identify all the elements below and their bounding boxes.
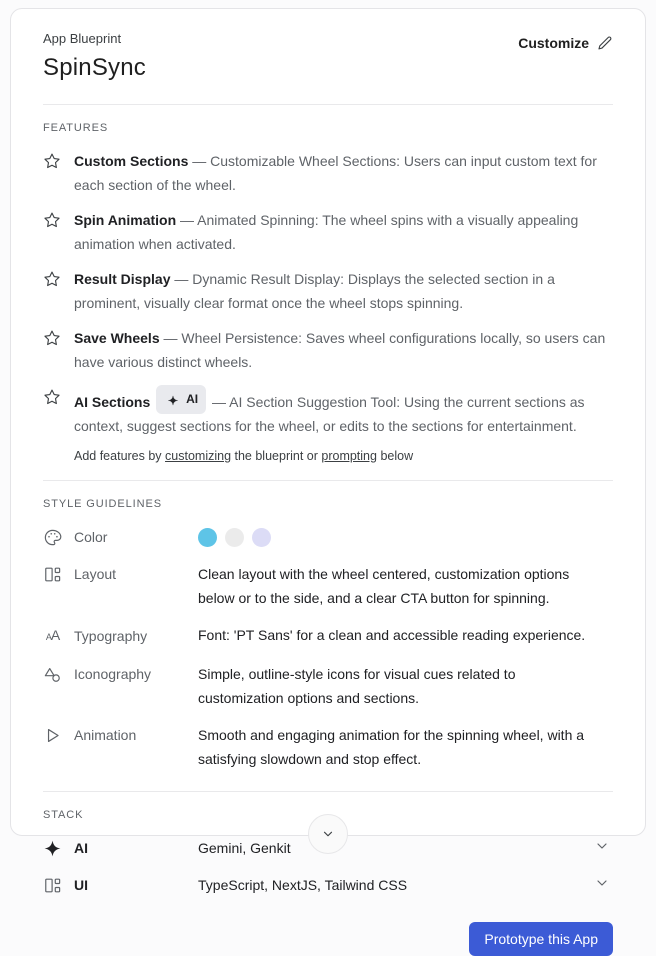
typography-label: Typography bbox=[74, 628, 148, 644]
feature-description: — AI Section Suggestion Tool: Using the current sections as context, suggest sections for the wheel, or edits to the sections for entertainment. bbox=[74, 394, 585, 434]
palette-icon bbox=[43, 528, 62, 547]
sparkle-icon bbox=[43, 839, 62, 858]
chevron-down-icon bbox=[594, 838, 610, 854]
ai-badge bbox=[156, 385, 206, 414]
stack-ai-value: Gemini, Genkit bbox=[198, 840, 291, 856]
layout-row bbox=[43, 562, 613, 610]
layout-icon bbox=[43, 565, 62, 584]
typography-icon: AA bbox=[45, 627, 60, 643]
features-section bbox=[43, 104, 613, 463]
swatch-background bbox=[225, 528, 244, 547]
star-icon bbox=[43, 211, 61, 229]
prompting-link[interactable]: prompting bbox=[321, 449, 377, 463]
note-text: the blueprint or bbox=[231, 449, 322, 463]
customize-button[interactable] bbox=[518, 31, 613, 55]
actions-row bbox=[43, 914, 613, 956]
add-features-note bbox=[74, 449, 613, 463]
expand-blueprint-button[interactable] bbox=[308, 814, 348, 854]
star-icon bbox=[43, 270, 61, 288]
stack-section-label: STACK bbox=[43, 809, 84, 821]
star-icon bbox=[43, 329, 61, 347]
feature-name: AI Sections bbox=[74, 394, 151, 410]
color-row bbox=[43, 525, 613, 549]
header bbox=[43, 31, 613, 104]
layout-label: Layout bbox=[74, 566, 117, 582]
sparkle-icon bbox=[164, 395, 182, 406]
ui-expand-button[interactable] bbox=[591, 873, 613, 896]
iconography-row bbox=[43, 662, 613, 710]
ai-expand-button[interactable] bbox=[591, 836, 613, 859]
app-blueprint-card bbox=[10, 8, 646, 947]
color-label: Color bbox=[74, 529, 108, 545]
swatch-primary bbox=[198, 528, 217, 547]
feature-name: Save Wheels bbox=[74, 330, 160, 346]
feature-description: — Dynamic Result Display: Displays the selected section in a prominent, visually clear format once the wheel stops spinning. bbox=[74, 271, 555, 311]
feature-item-spin-animation bbox=[43, 208, 613, 256]
feature-name: Custom Sections bbox=[74, 153, 189, 169]
typography-value: Font: 'PT Sans' for a clean and accessible reading experience. bbox=[198, 627, 586, 643]
feature-description: — Animated Spinning: The wheel spins with a visually appealing animation when activated. bbox=[74, 212, 579, 252]
shapes-icon bbox=[43, 665, 62, 684]
typography-row bbox=[43, 623, 613, 649]
chevron-down-icon bbox=[594, 875, 610, 891]
star-icon bbox=[43, 152, 61, 170]
customize-label: Customize bbox=[518, 35, 589, 51]
prototype-button[interactable]: Prototype this App bbox=[469, 922, 613, 956]
stack-ui-label: UI bbox=[74, 877, 88, 893]
layout-icon bbox=[43, 876, 62, 895]
customizing-link[interactable]: customizing bbox=[165, 449, 232, 463]
feature-item-ai-sections bbox=[43, 385, 613, 438]
feature-description: — Customizable Wheel Sections: Users can input custom text for each section of the wheel. bbox=[74, 153, 597, 193]
feature-item-custom-sections bbox=[43, 149, 613, 197]
feature-item-save-wheels bbox=[43, 326, 613, 374]
feature-name: Spin Animation bbox=[74, 212, 177, 228]
color-swatches bbox=[198, 525, 591, 549]
feature-item-result-display bbox=[43, 267, 613, 315]
page-title: SpinSync bbox=[43, 54, 146, 81]
feature-description: — Wheel Persistence: Saves wheel configurations locally, so users can have various distinct wheels. bbox=[74, 330, 606, 370]
style-guidelines-section bbox=[43, 480, 613, 791]
star-icon bbox=[43, 388, 61, 406]
app-blueprint-label: App Blueprint bbox=[43, 31, 122, 46]
chevron-down-icon bbox=[321, 827, 335, 841]
iconography-value: Simple, outline-style icons for visual cues related to customization options and sections. bbox=[198, 666, 516, 706]
pencil-icon bbox=[597, 35, 613, 51]
stack-row-ui[interactable] bbox=[43, 873, 613, 897]
note-text: Add features by bbox=[74, 449, 166, 463]
layout-value: Clean layout with the wheel centered, customization options below or to the side, and a clear CTA button for spinning. bbox=[198, 566, 570, 606]
animation-value: Smooth and engaging animation for the spinning wheel, with a satisfying slowdown and stop effect. bbox=[198, 727, 585, 767]
feature-name: Result Display bbox=[74, 271, 171, 287]
stack-ai-label: AI bbox=[74, 840, 88, 856]
style-guidelines-label: STYLE GUIDELINES bbox=[43, 498, 162, 510]
animation-row bbox=[43, 723, 613, 771]
ai-badge-label: AI bbox=[186, 392, 199, 406]
note-text: below bbox=[376, 449, 414, 463]
animation-label: Animation bbox=[74, 727, 137, 743]
iconography-label: Iconography bbox=[74, 666, 152, 682]
features-section-label: FEATURES bbox=[43, 122, 109, 134]
swatch-accent bbox=[252, 528, 271, 547]
play-icon bbox=[43, 726, 62, 745]
stack-ui-value: TypeScript, NextJS, Tailwind CSS bbox=[198, 877, 408, 893]
